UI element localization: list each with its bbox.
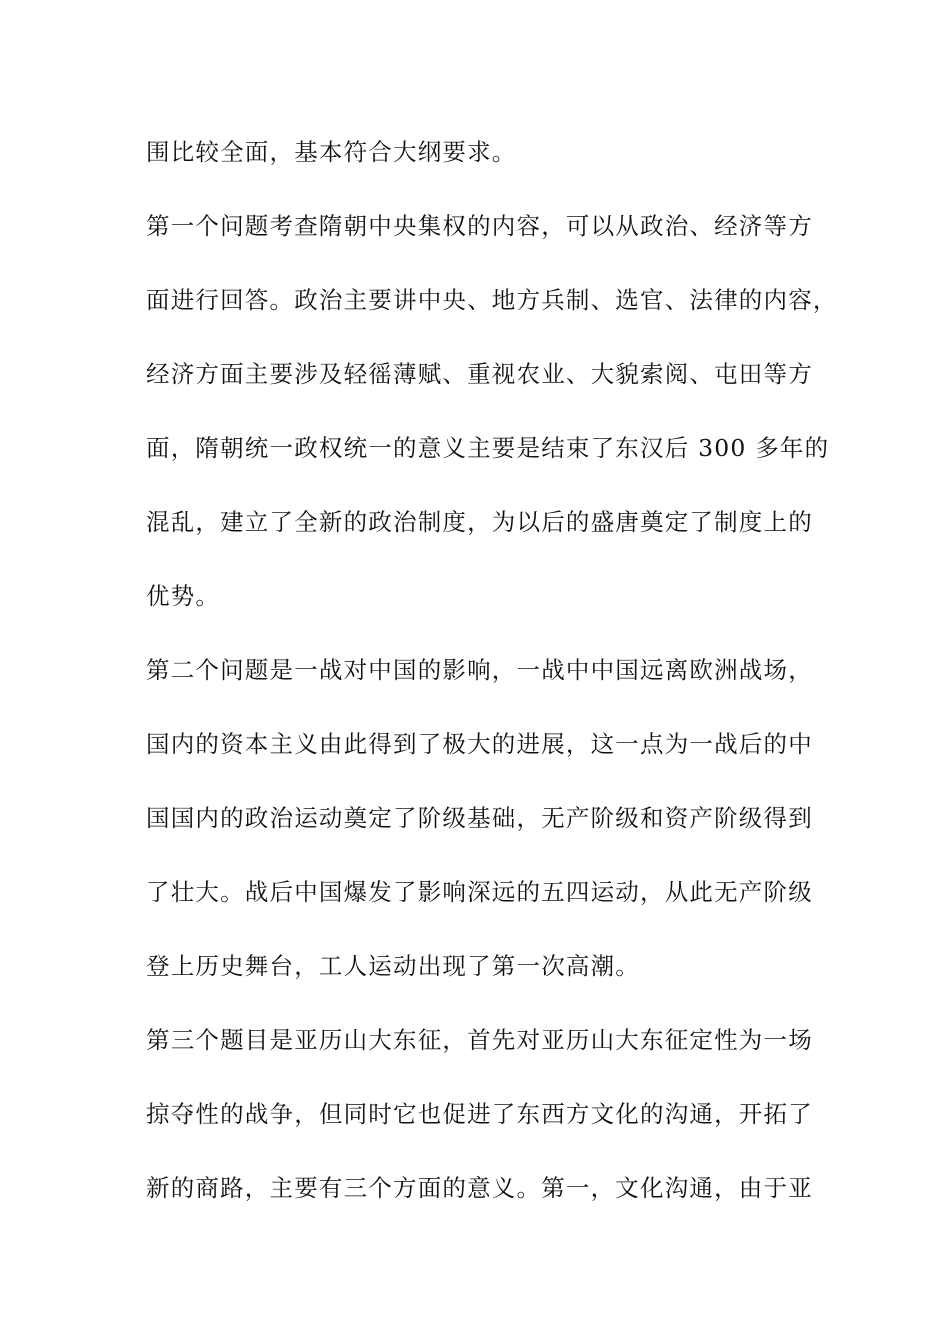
text-line: 围比较全面，基本符合大纲要求。 <box>146 138 517 166</box>
text-line: 第三个题目是亚历山大东征，首先对亚历山大东征定性为一场 <box>146 1026 813 1054</box>
text-line: 了壮大。战后中国爆发了影响深远的五四运动，从此无产阶级 <box>146 878 813 906</box>
body-text <box>146 128 838 1238</box>
text-line: 掠夺性的战争，但同时它也促进了东西方文化的沟通，开拓了 <box>146 1100 813 1128</box>
text-line: 第一个问题考查隋朝中央集权的内容，可以从政治、经济等方 <box>146 212 813 240</box>
text-line: 国国内的政治运动奠定了阶级基础，无产阶级和资产阶级得到 <box>146 804 813 832</box>
text-line: 面，隋朝统一政权统一的意义主要是结束了东汉后 300 多年的 <box>146 434 830 462</box>
text-line: 面进行回答。政治主要讲中央、地方兵制、选官、法律的内容， <box>146 286 838 314</box>
text-line: 登上历史舞台，工人运动出现了第一次高潮。 <box>146 952 640 980</box>
text-line: 新的商路，主要有三个方面的意义。第一，文化沟通，由于亚 <box>146 1174 813 1202</box>
text-line: 国内的资本主义由此得到了极大的进展，这一点为一战后的中 <box>146 730 813 758</box>
text-line: 经济方面主要涉及轻徭薄赋、重视农业、大貌索阅、屯田等方 <box>146 360 813 388</box>
text-line: 混乱，建立了全新的政治制度，为以后的盛唐奠定了制度上的 <box>146 508 813 536</box>
text-line: 第二个问题是一战对中国的影响，一战中中国远离欧洲战场， <box>146 656 813 684</box>
text-line: 优势。 <box>146 582 221 610</box>
